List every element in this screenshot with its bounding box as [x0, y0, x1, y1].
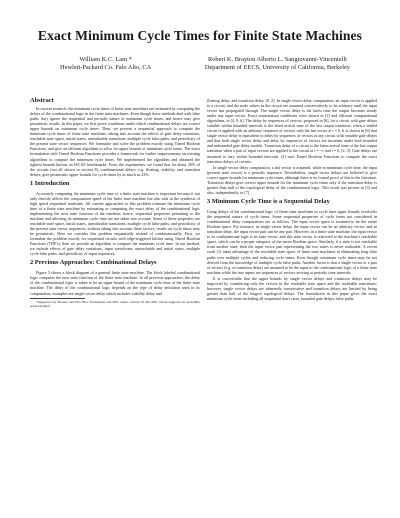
- body-paragraph: Figure 3 shows a block diagram of a general finite state machine. The block labeled combinational logic computes the next state function of the finite state machine. In all previous approaches, the delay of the combinational logic is taken to be an upper bound of the minimum cycle time of the finite state machine. The delay of the combinational logic depends on the type of delay definition used in its computation; examples are single vector delay which includes viability delay and: [30, 270, 200, 296]
- section-3-heading: 3 Minimum Cycle Time is a Sequential Delay: [207, 198, 330, 206]
- abstract-heading: Abstract: [30, 97, 54, 104]
- abstract-paragraph: In current research, the minimum cycle times of finite state machines are estimated by computing the delays of the combinational logic in the finite state machines. Even though these methods deal with false paths, they ignore the sequential and periodic nature of minimum cycle times, and hence may give pessimistic results. In this paper, we first prove conditions under which combinational delays are correct upper bounds on minimum cycle times. Then, we present a sequential approach to compute the minimum cycle times of finite state machines, taking into account the effects of gate delay variations, reachable state space, initial states, unrealizable transitions, multiple cycle false paths, and periodicity of the present state vector sequences. We formulate and solve the problem exactly using Timed Boolean Functions, and give an efficient algorithm to solve for upper bounds of minimum cycle times. The exact formulation with Timed Boolean Functions provides a framework for further improvements on existing algorithms to compute the minimum cycle times. We implemented the algorithm and obtained the tightest bounds known on ISCAS benchmarks. From the experiments, we found that for about 20% of the circuits (not all shown in section 8), combinational delays, e.g. floating, viability, and transition delays, give pessimistic upper bounds for cycle times by as much as 23%.: [30, 106, 200, 177]
- body-paragraph: Using delays of the combinational logic of finite state machines as cycle time upper bounds overlooks the sequential nature of cycle times. Some sequential properties of cycle times not considered in combinational delay computations are as follows. The input vector space is assumed to be the entire Boolean space. For instance, in single vector delay, the input vector can be an arbitrary vector, and in transition delay, the input vector pair can be any pair. However, in a finite state machine, the input vector to its combinational logic is its state vector, and this state vector is restricted to the machine's reachable space, which can be a proper subspace of the entire Boolean space. Similarly, if a state is not reachable from another state, then the input vector pair representing the two states is never realizable. A recent work [1] takes advantage of the reachable state space of finite state machines in eliminating long false paths over multiple cycles and reducing cycle times. Even though, minimum cycle times may be not derived from the knowledge of multiple cycle false paths. Another factor is that a single vector or a pair of vectors (e.g. in transition delay) are assumed to be the input to the combinational logic of a finite state machine while the true inputs are sequences of vectors arriving at periodic time intervals.: [207, 209, 377, 275]
- body-paragraph: Accurately computing the minimum cycle time of a finite state machine is important because it not only directly affects the computation speed of the finite state machine but also aids in the synthesis of high speed sequential machines. All current approaches to this problem estimate the minimum cycle time of a finite state machine by estimating or computing the exact delay of the combinational logic implementing the next state function of the machine; hence, sequential properties pertaining to the machine and affecting its minimum cycle time are not taken into account. Some of these properties are reachable state space, initial states, unrealizable transitions, multiple cycle false paths, and periodicity of the present state vector sequences, without taking into account these factors, results on cycle times may be pessimistic. Here we consider this problem sequentially instead of combinationally. First, we formulate the problem exactly for sequential circuits with edge-triggered latches using Timed Boolean Functions (TBF's); then we provide an algorithm to compute the minimum cycle time. In our method, we include effects of gate delay variations, input waveforms, unreachable and initial states, multiple cycle false paths, and periodicity of input sequences.: [30, 190, 200, 257]
- right-column: [207, 98, 377, 302]
- author-affiliation: Department of EECS, University of California, Berkeley: [204, 64, 350, 72]
- left-column: [30, 98, 200, 309]
- author-list: [60, 56, 350, 72]
- paper-title: Exact Minimum Cycle Times for Finite State Machines: [37, 28, 363, 43]
- footnote: *Supported by Pioneer and Elio Bros Foundation and SRC under contract 91-DC-008, whose supports are gratefully acknowledged.: [30, 299, 200, 308]
- body-paragraph: floating delay, and transition delay, [8, 2]. In single vector delay computation, an input vector is applied to a circuit, and the node values in the circuit are assumed conservatively to be arbitrary until the input vector has propagated through. The single vector delay is the latest time the output becomes steady under any input vector. Exact sensitization conditions were shown in [2] and efficient computational algorithms, in [4, 9, 6]. The delay by sequences of vectors, proposed in [6], for a circuit with gate delays variable within bounded intervals is the latest arrival time of the last output transition, when a settled circuit is applied with an arbitrary sequence of vectors with the last vector at t = 0. It is shown in [6] that single vector delay is equivalent to delay by sequences of vectors in any circuit with variable gate delays and that both single vector delay and delay by sequences of vectors are invariant under both bounded and unbounded gate delay models. Transition delay of a circuit is the latest arrival time of the last output transition when a pair of input vectors are applied to the circuit at t = -∞ and t = 0, [2, 3]. Gate delays are assumed to vary within bounded intervals. [4] uses Timed Boolean Functions to compute the exact transition delays of circuits.: [207, 98, 377, 164]
- body-paragraph: It is conceivable that the upper bounds by single vector delays and transition delays may be improved by considering only the vectors in the reachable state space and the realizable transitions; however, single vector delays are inherently conservative and transition delays are limited by being greater than half of the longest topological delays. The formulation in this paper gives the exact minimum cycle times including all sequential don't cares, bounded gate delays, false paths,: [207, 275, 377, 302]
- author-block-2: [205, 56, 350, 72]
- author-affiliation: Hewlett-Packard Co. Palo Alto, CA: [60, 64, 152, 72]
- section-1-heading: 1 Introduction: [30, 179, 70, 187]
- section-2-heading: 2 Previous Approaches: Combinational Delays: [30, 259, 157, 267]
- author-name: Robert K. Brayton Alberto L. Sangiovanni-Vincentelli: [207, 56, 347, 63]
- author-block-1: [60, 56, 151, 72]
- footnote-divider: [30, 298, 85, 299]
- body-paragraph: In single vector delay computation, a last vector is assumed, while in minimum cycle time, the input (present state vector) is a periodic sequence. Nevertheless, single vector delays are believed to give correct upper bounds for minimum cycle times, although there is no formal proof of this in the literature. Transition delays give correct upper bounds for the minimum cycle times only if the transition delay is greater than half of the topological delay of the combinational logic. This result was proven in [3] and also, independently, in [7].: [207, 164, 377, 196]
- author-name: William K.C. Lam *: [79, 56, 132, 63]
